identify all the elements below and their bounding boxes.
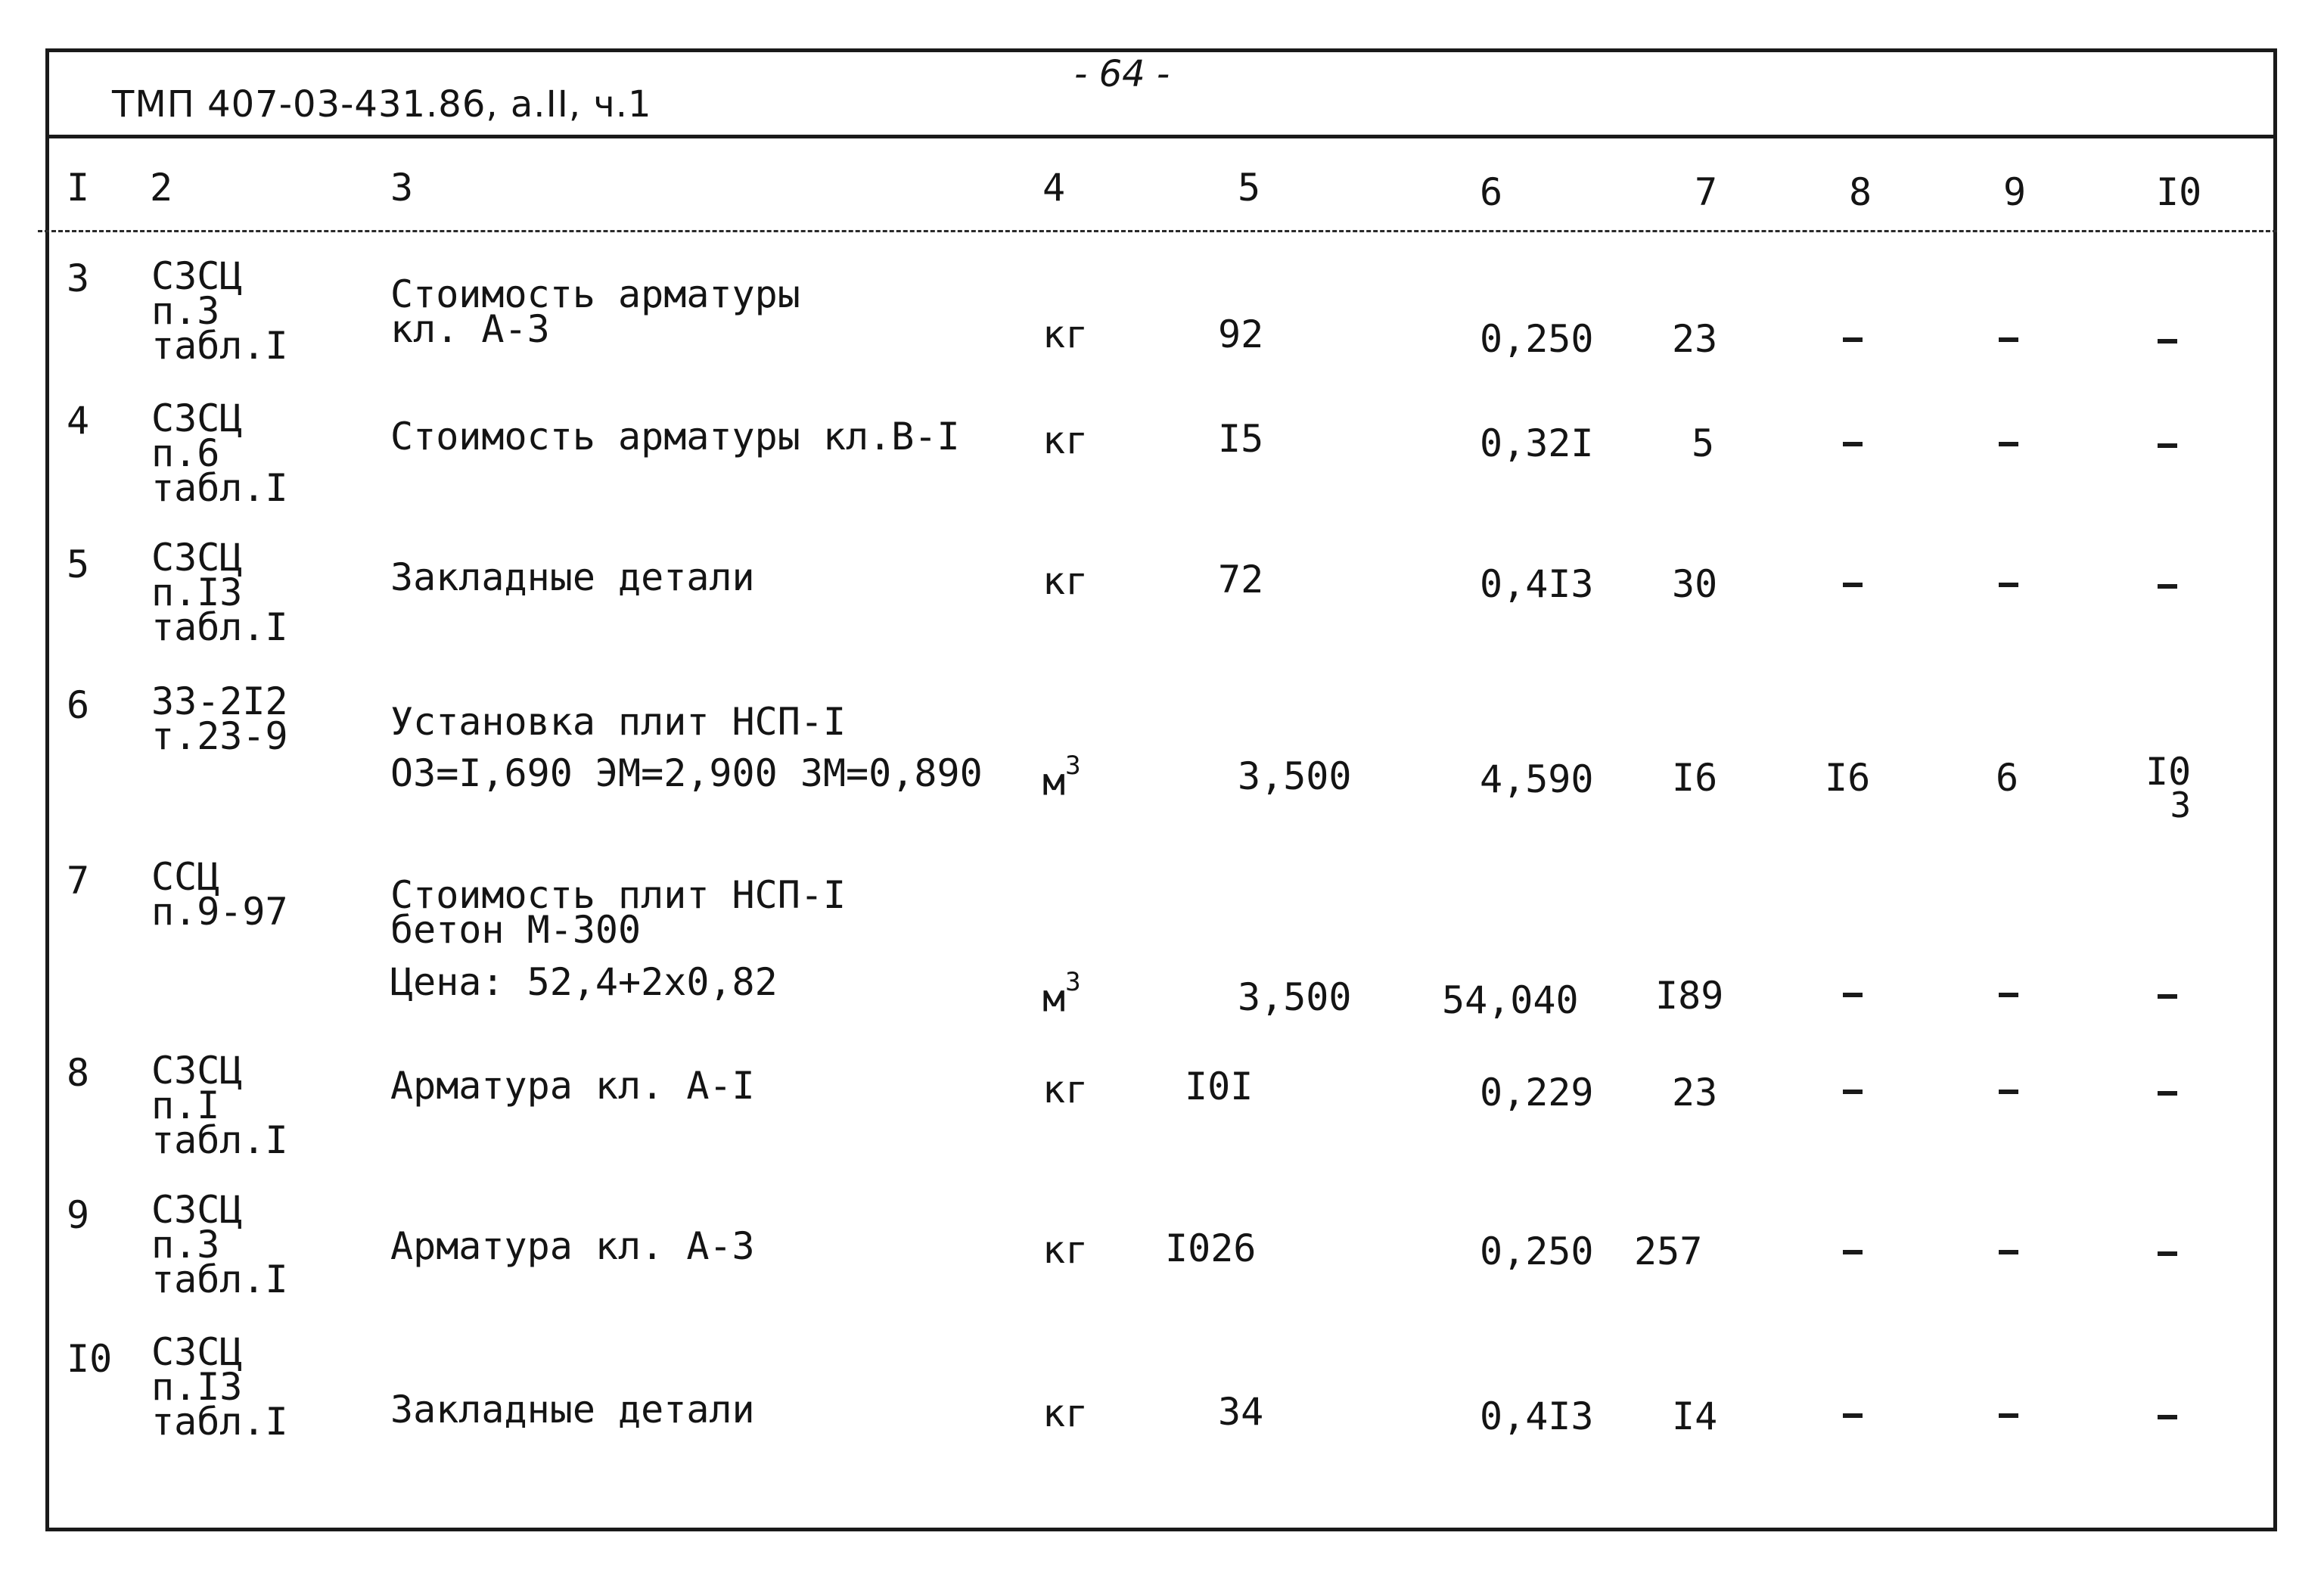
unit-price: 4,590 — [1480, 757, 1594, 801]
row-number: 8 — [67, 1051, 90, 1095]
column-header-4: 4 — [1042, 166, 1066, 210]
norm-reference: 33-2I2 т.23-9 — [151, 679, 288, 758]
column-header-10: I0 — [2156, 170, 2202, 214]
quantity: 72 — [1218, 558, 1264, 602]
unit: кг — [1042, 312, 1089, 356]
cost-breakdown: ОЗ=I,690 ЭМ=2,900 ЗМ=0,890 — [390, 751, 983, 795]
empty-dash — [1999, 337, 2018, 342]
unit-price: 0,4I3 — [1480, 562, 1594, 606]
total-cost: I6 — [1672, 756, 1718, 800]
unit: $м^3$ — [1042, 967, 1081, 1021]
column-header-3: 3 — [390, 166, 414, 210]
total-cost: 30 — [1672, 562, 1718, 606]
quantity: 3,500 — [1238, 975, 1352, 1019]
column-9-value: 6 — [1996, 756, 2019, 800]
unit-price: 0,4I3 — [1480, 1394, 1594, 1438]
unit: кг — [1042, 1228, 1089, 1272]
work-description: Стоимость арматуры кл. А-3 — [390, 272, 800, 351]
work-description: Арматура кл. А-3 — [390, 1224, 755, 1268]
column-header-5: 5 — [1238, 166, 1261, 210]
unit: кг — [1042, 418, 1089, 462]
row-number: 3 — [67, 256, 90, 300]
column-header-7: 7 — [1695, 170, 1718, 214]
empty-dash — [1843, 337, 1863, 342]
column-header-8: 8 — [1849, 170, 1872, 214]
total-cost: 257 — [1634, 1229, 1703, 1273]
empty-dash — [1999, 1250, 2018, 1254]
empty-dash — [2158, 1415, 2177, 1419]
norm-reference: СЗСЦ п.I3 табл.I — [151, 536, 288, 649]
work-description: Закладные детали — [390, 1388, 755, 1432]
quantity: 34 — [1218, 1390, 1264, 1434]
unit-price: 0,250 — [1480, 317, 1594, 361]
total-cost: I4 — [1672, 1394, 1718, 1438]
empty-dash — [1999, 1413, 2018, 1418]
unit-price: 0,250 — [1480, 1229, 1594, 1273]
row-number: 6 — [67, 683, 90, 727]
norm-reference: СЗСЦ п.I3 табл.I — [151, 1330, 288, 1444]
work-description: Арматура кл. А-I — [390, 1064, 755, 1108]
unit: кг — [1042, 559, 1089, 603]
quantity: 3,500 — [1238, 754, 1352, 798]
row-number: I0 — [67, 1337, 113, 1381]
unit: $м^3$ — [1042, 751, 1081, 804]
empty-dash — [1843, 1413, 1863, 1418]
unit: кг — [1042, 1391, 1089, 1435]
row-number: 4 — [67, 399, 90, 443]
empty-dash — [2158, 1251, 2177, 1256]
empty-dash — [2158, 584, 2177, 589]
empty-dash — [1843, 1090, 1863, 1094]
empty-dash — [1843, 442, 1863, 446]
empty-dash — [2158, 443, 2177, 448]
column-header-6: 6 — [1480, 170, 1503, 214]
empty-dash — [1843, 993, 1863, 997]
page-frame — [45, 48, 2277, 1531]
document-reference: ТМП 407-03-431.86, а.II, ч.1 — [112, 83, 652, 126]
norm-reference: ССЦ п.9-97 — [151, 855, 288, 934]
empty-dash — [1843, 1250, 1863, 1254]
column-header-2: 2 — [150, 166, 173, 210]
empty-dash — [2158, 1091, 2177, 1096]
work-description: Стоимость арматуры кл.В-I — [390, 415, 960, 459]
empty-dash — [1999, 1090, 2018, 1094]
empty-dash — [2158, 994, 2177, 999]
header-rule — [48, 135, 2274, 138]
norm-reference: СЗСЦ п.3 табл.I — [151, 254, 288, 368]
column-header-1: I — [67, 166, 90, 210]
quantity: I5 — [1218, 417, 1264, 461]
quantity: I026 — [1165, 1226, 1257, 1270]
norm-reference: СЗСЦ п.I табл.I — [151, 1049, 288, 1162]
unit-price: 0,32I — [1480, 421, 1594, 465]
empty-dash — [1999, 442, 2018, 446]
empty-dash — [2158, 339, 2177, 344]
row-number: 7 — [67, 859, 90, 903]
column-8-value: I6 — [1825, 756, 1871, 800]
page-number: - 64 - — [1074, 53, 1170, 95]
norm-reference: СЗСЦ п.3 табл.I — [151, 1188, 288, 1301]
unit: кг — [1042, 1068, 1089, 1111]
column-header-rule — [38, 230, 2277, 232]
work-description: Закладные детали — [390, 555, 755, 599]
work-description: Установка плит НСП-I — [390, 700, 847, 744]
empty-dash — [1843, 583, 1863, 587]
row-number: 9 — [67, 1193, 90, 1237]
quantity: I0I — [1185, 1065, 1254, 1108]
unit-price: 54,040 — [1442, 978, 1579, 1022]
row-number: 5 — [67, 542, 90, 586]
work-description: Стоимость плит НСП-I бетон М-300 — [390, 873, 847, 952]
quantity: 92 — [1218, 312, 1264, 356]
empty-dash — [1999, 993, 2018, 997]
unit-price: 0,229 — [1480, 1071, 1594, 1114]
norm-reference: СЗСЦ п.6 табл.I — [151, 396, 288, 510]
total-cost: 23 — [1672, 317, 1718, 361]
total-cost: 23 — [1672, 1071, 1718, 1114]
column-header-9: 9 — [2003, 170, 2027, 214]
total-cost: 5 — [1692, 421, 1715, 465]
empty-dash — [1999, 583, 2018, 587]
column-10-value: I0 3 — [2145, 750, 2192, 825]
total-cost: I89 — [1655, 974, 1724, 1018]
price-formula: Цена: 52,4+2х0,82 — [390, 960, 778, 1004]
